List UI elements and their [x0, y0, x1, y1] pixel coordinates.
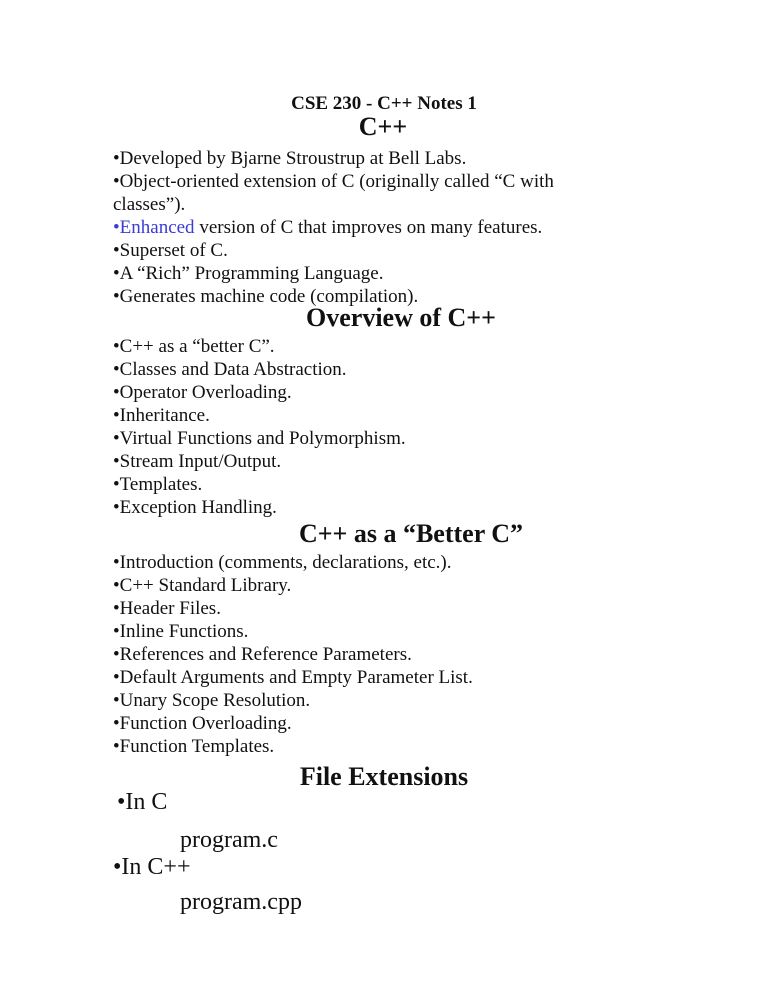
list-item: •Developed by Bjarne Stroustrup at Bell Labs. [113, 148, 467, 169]
list-item: •A “Rich” Programming Language. [113, 263, 384, 284]
list-item: •Stream Input/Output. [113, 451, 282, 472]
enhanced-highlight: •Enhanced [113, 217, 195, 238]
list-item: •Default Arguments and Empty Parameter List. [113, 667, 473, 688]
list-item: •Introduction (comments, declarations, etc.). [113, 552, 452, 573]
list-item: •References and Reference Parameters. [113, 644, 412, 665]
overview-bullet-list [113, 335, 613, 519]
section-heading-overview: Overview of C++ [306, 303, 496, 332]
list-item: •Function Templates. [113, 736, 275, 757]
list-item: •Templates. [113, 474, 203, 495]
language-label-c: •In C [117, 789, 168, 815]
better-c-bullet-list [113, 551, 613, 758]
document-title: CSE 230 - C++ Notes 1 [291, 93, 477, 114]
filename-cpp: program.cpp [180, 889, 302, 915]
section-heading-cpp: C++ [358, 112, 408, 141]
intro-bullet-list [113, 147, 613, 308]
list-item: •Virtual Functions and Polymorphism. [113, 428, 406, 449]
language-label-cpp: •In C++ [113, 854, 191, 880]
section-heading-file-extensions: File Extensions [299, 762, 469, 791]
list-item: •Function Overloading. [113, 713, 292, 734]
list-item: •Superset of C. [113, 240, 228, 261]
file-extensions-list [113, 790, 302, 917]
list-item [113, 216, 613, 239]
list-item: •Object-oriented extension of C (originally called “C with classes”). [113, 171, 554, 215]
list-item-text: version of C that improves on many features. [194, 217, 543, 238]
list-item: •Operator Overloading. [113, 382, 292, 403]
list-item: •Generates machine code (compilation). [113, 286, 419, 307]
section-heading-better-c: C++ as a “Better C” [298, 519, 524, 548]
list-item: •Unary Scope Resolution. [113, 690, 311, 711]
list-item: •Header Files. [113, 598, 221, 619]
list-item: •Inheritance. [113, 405, 210, 426]
list-item: •Inline Functions. [113, 621, 249, 642]
list-item: •C++ as a “better C”. [113, 336, 275, 357]
filename-c: program.c [180, 827, 278, 853]
list-item: •C++ Standard Library. [113, 575, 292, 596]
list-item: •Exception Handling. [113, 497, 277, 518]
list-item: •Classes and Data Abstraction. [113, 359, 347, 380]
